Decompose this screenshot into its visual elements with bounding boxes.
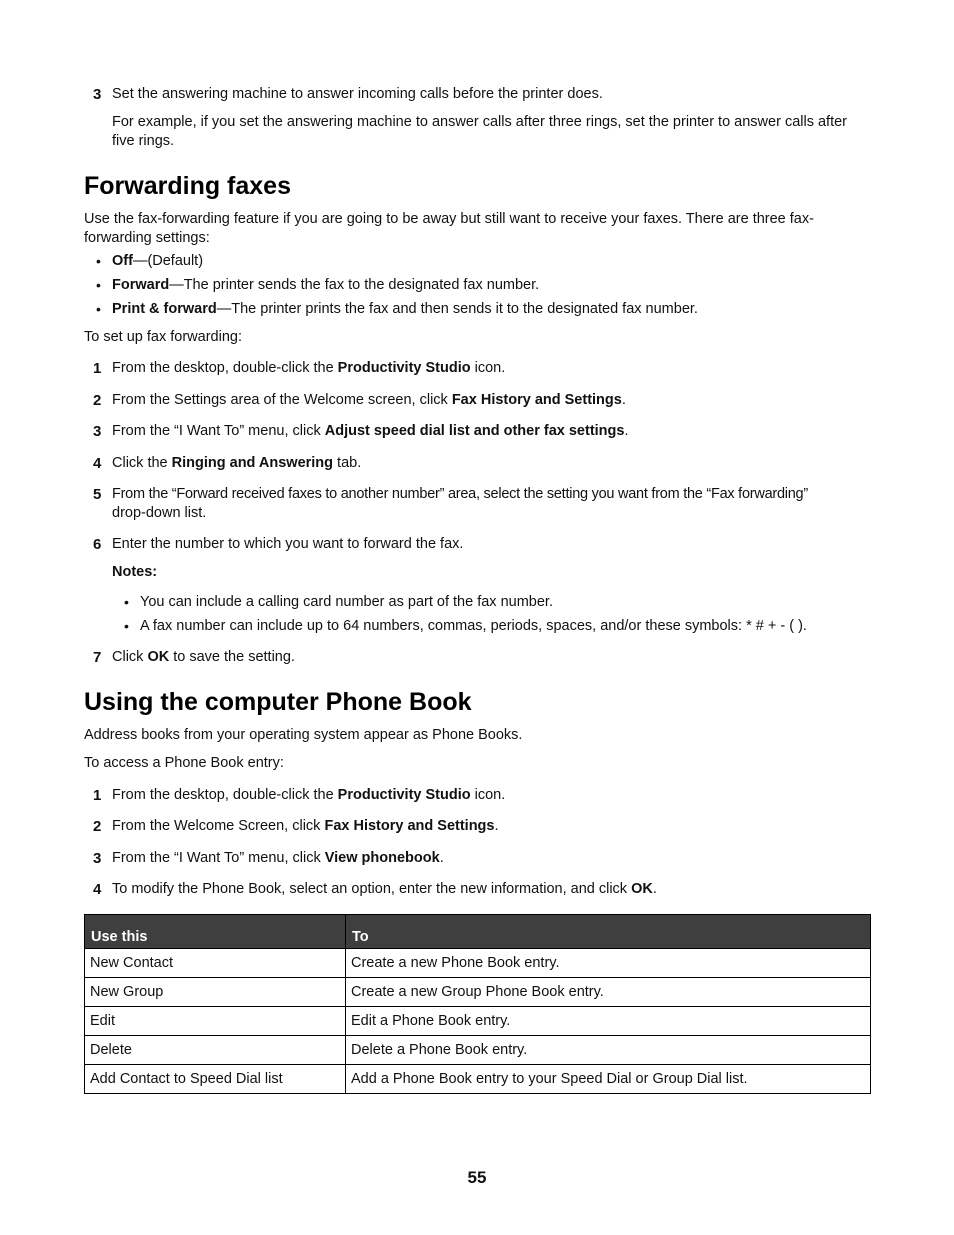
step-text: From the “I Want To” menu, click View phonebook.: [112, 850, 444, 866]
column-header-to: To: [346, 915, 871, 949]
step-text: From the “I Want To” menu, click Adjust speed dial list and other fax settings.: [112, 423, 629, 439]
column-header-use-this: Use this: [85, 915, 346, 949]
setting-item: Forward—The printer sends the fax to the designated fax number.: [112, 277, 540, 293]
step-number: 3: [93, 86, 102, 103]
phonebook-options-table: [84, 914, 871, 1094]
step-number: 1: [93, 787, 102, 804]
step-text: From the Settings area of the Welcome screen, click Fax History and Settings.: [112, 392, 626, 408]
setup-label: To set up fax forwarding:: [84, 329, 242, 345]
section-heading-phonebook: Using the computer Phone Book: [84, 688, 472, 716]
step-text: From the desktop, double-click the Productivity Studio icon.: [112, 787, 506, 803]
step-text: From the Welcome Screen, click Fax History and Settings.: [112, 818, 499, 834]
step-number: 5: [93, 486, 102, 503]
section-heading-forwarding: Forwarding faxes: [84, 172, 291, 200]
step-number: 2: [93, 392, 102, 409]
step-number: 3: [93, 850, 102, 867]
step-text: From the desktop, double-click the Productivity Studio icon.: [112, 360, 506, 376]
step-text: Click OK to save the setting.: [112, 649, 295, 665]
table-cell-description: Create a new Group Phone Book entry.: [346, 978, 871, 1007]
step-text: Enter the number to which you want to forward the fax.: [112, 536, 464, 552]
table-cell-description: Delete a Phone Book entry.: [346, 1036, 871, 1065]
step-text-line: drop-down list.: [112, 505, 207, 521]
table-cell-option: New Group: [85, 978, 346, 1007]
table-row: [85, 978, 871, 1007]
bullet-icon: •: [96, 301, 101, 317]
bullet-icon: •: [124, 594, 129, 610]
step-text-line: From the “Forward received faxes to another number” area, select the setting you want from the “Fax forwarding”: [112, 486, 808, 502]
table-cell-option: Add Contact to Speed Dial list: [85, 1065, 346, 1094]
phonebook-intro: Address books from your operating system appear as Phone Books.: [84, 727, 523, 743]
table-row: [85, 1036, 871, 1065]
table-cell-option: Edit: [85, 1007, 346, 1036]
table-row: [85, 1007, 871, 1036]
notes-label: Notes:: [112, 564, 158, 580]
table-cell-description: Add a Phone Book entry to your Speed Dial or Group Dial list.: [346, 1065, 871, 1094]
step-example: For example, if you set the answering machine to answer calls after three rings, set the printer to answer calls after five rings.: [112, 114, 848, 149]
step-number: 4: [93, 881, 102, 898]
setting-item: Off—(Default): [112, 253, 204, 269]
page-number: 55: [467, 1168, 487, 1187]
table-row: [85, 949, 871, 978]
step-number: 2: [93, 818, 102, 835]
step-number: 1: [93, 360, 102, 377]
setting-item: Print & forward—The printer prints the fax and then sends it to the designated fax number.: [112, 301, 698, 317]
table-cell-description: Edit a Phone Book entry.: [346, 1007, 871, 1036]
step-text: To modify the Phone Book, select an option, enter the new information, and click OK.: [112, 881, 657, 897]
bullet-icon: •: [96, 253, 101, 269]
note-item: You can include a calling card number as part of the fax number.: [140, 594, 553, 610]
step-number: 4: [93, 455, 102, 472]
note-item: A fax number can include up to 64 numbers, commas, periods, spaces, and/or these symbols: * # + - ( ).: [140, 618, 807, 634]
table-cell-option: Delete: [85, 1036, 346, 1065]
table-cell-description: Create a new Phone Book entry.: [346, 949, 871, 978]
step-number: 3: [93, 423, 102, 440]
step-number: 6: [93, 536, 102, 553]
step-text: Click the Ringing and Answering tab.: [112, 455, 362, 471]
table-row: [85, 1065, 871, 1094]
table-header-row: [85, 915, 871, 949]
step-text: Set the answering machine to answer incoming calls before the printer does.: [112, 86, 603, 102]
bullet-icon: •: [124, 618, 129, 634]
bullet-icon: •: [96, 277, 101, 293]
phonebook-access-label: To access a Phone Book entry:: [84, 755, 284, 771]
step-number: 7: [93, 649, 102, 666]
table-cell-option: New Contact: [85, 949, 346, 978]
forwarding-intro: Use the fax-forwarding feature if you are going to be away but still want to receive your faxes. There are three fax-forwarding settings:: [84, 211, 814, 246]
